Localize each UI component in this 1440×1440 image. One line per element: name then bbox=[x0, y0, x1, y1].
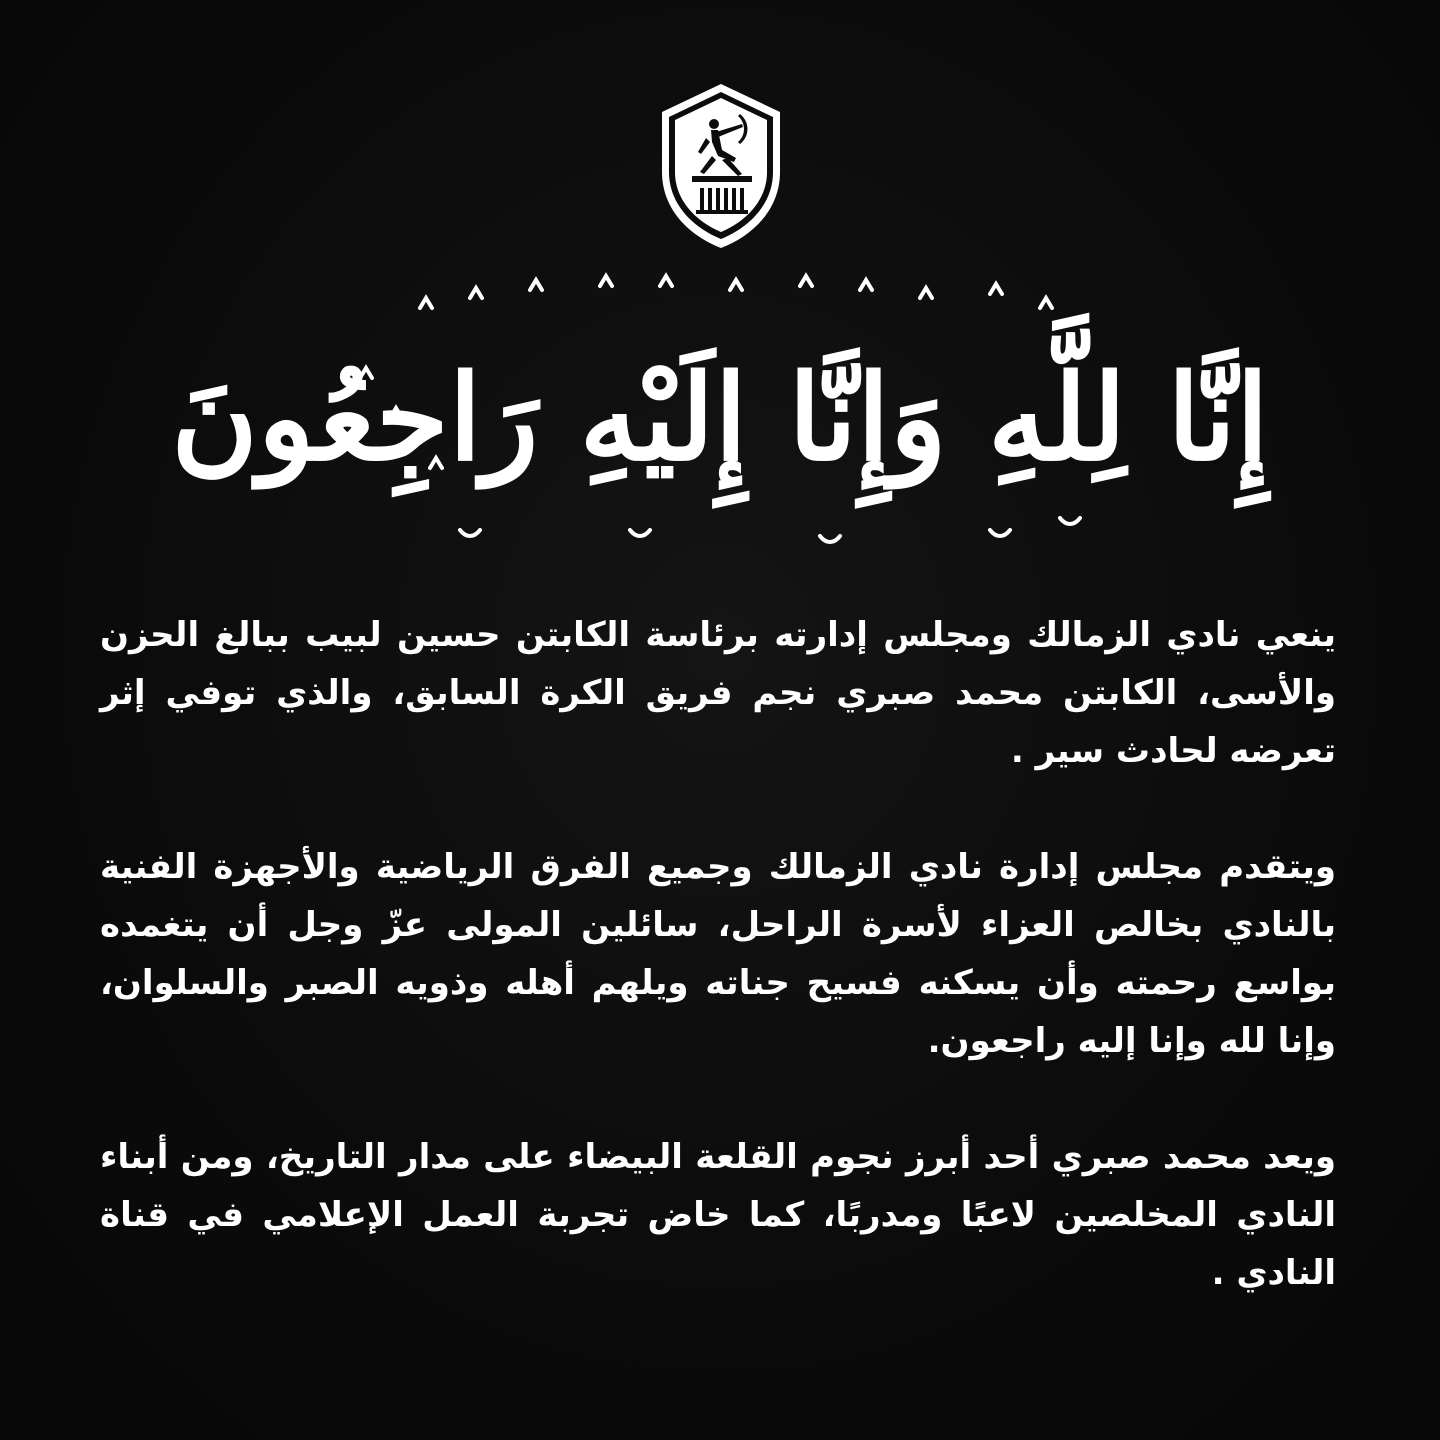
paragraph-career-summary: ويعد محمد صبري أحد أبرز نجوم القلعة البيضاء على مدار التاريخ، ومن أبناء النادي المخلصين لاعبًا ومدربًا، كما خاض تجربة العمل الإعلامي في قناة النادي . bbox=[100, 1137, 1336, 1293]
paragraph-condolence-announcement: ينعي نادي الزمالك ومجلس إدارته برئاسة الكابتن حسين لبيب ببالغ الحزن والأسى، الكابتن محمد صبري نجم فريق الكرة السابق، والذي توفي إثر تعرضه لحادث سير . bbox=[100, 615, 1336, 771]
headline-text: إِنَّا لِلَّهِ وَإِنَّا إِلَيْهِ رَاجِعُونَ bbox=[171, 348, 1269, 487]
club-crest-logo bbox=[656, 80, 786, 252]
statement-body bbox=[100, 606, 1336, 1302]
shield-icon bbox=[656, 80, 786, 252]
calligraphy-headline bbox=[171, 268, 1269, 568]
paragraph-condolence-message: ويتقدم مجلس إدارة نادي الزمالك وجميع الفرق الرياضية والأجهزة الفنية بالنادي بخالص العزاء لأسرة الراحل، سائلين المولى عزّ وجل أن يتغمده بواسع رحمته وأن يسكنه فسيح جناته ويلهم أهله وذويه الصبر والسلوان، وإنا لله وإنا إليه راجعون. bbox=[100, 847, 1336, 1061]
